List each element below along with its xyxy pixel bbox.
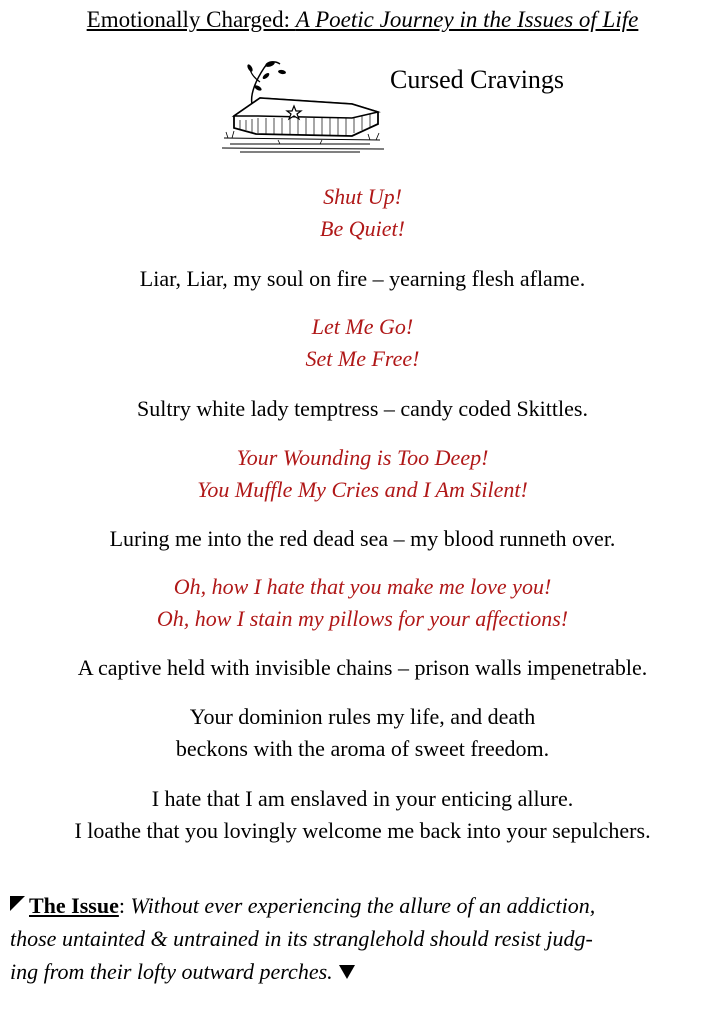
poem-line: Set Me Free!	[305, 346, 420, 371]
poem-line: Luring me into the red dead sea – my blood runneth over.	[109, 526, 616, 551]
coffin-illustration	[220, 58, 386, 154]
issue-line: those untainted & untrained in its stranglehold should resist judg-	[10, 926, 593, 951]
poem-line: Oh, how I stain my pillows for your affections!	[156, 606, 569, 631]
book-subtitle: A Poetic Journey in the Issues of Life	[295, 7, 639, 32]
poem-line: Your Wounding is Too Deep!	[236, 445, 489, 470]
poem-line: I loathe that you lovingly welcome me back into your sepulchers.	[74, 818, 651, 843]
issue-text: ing from their lofty outward perches.	[10, 959, 333, 984]
poem-line: Liar, Liar, my soul on fire – yearning flesh aflame.	[139, 266, 586, 291]
issue-text: Without ever experiencing the allure of an addiction,	[130, 893, 596, 918]
poem-line: Let Me Go!	[311, 314, 414, 339]
down-triangle-icon	[339, 965, 355, 979]
triangle-marker-icon	[10, 896, 25, 911]
poem-line: Oh, how I hate that you make me love you!	[173, 574, 552, 599]
poem-title: Cursed Cravings	[390, 65, 565, 94]
poem-line: Sultry white lady temptress – candy coded Skittles.	[137, 396, 588, 421]
issue-line: The Issue: Without ever experiencing the allure of an addiction,	[10, 889, 720, 922]
book-title: Emotionally Charged:	[86, 7, 290, 32]
issue-line	[10, 955, 720, 988]
poem-line: Be Quiet!	[320, 216, 405, 241]
poem-line: beckons with the aroma of sweet freedom.	[175, 736, 550, 761]
poem-line: Your dominion rules my life, and death	[189, 704, 536, 729]
poem-line: Shut Up!	[323, 184, 402, 209]
issue-note	[10, 889, 720, 988]
poem-line: I hate that I am enslaved in your enticing allure.	[151, 786, 574, 811]
poem-line: A captive held with invisible chains – prison walls impenetrable.	[77, 655, 648, 680]
issue-label: The Issue	[29, 893, 119, 918]
page-header	[0, 6, 725, 34]
poem-line: You Muffle My Cries and I Am Silent!	[197, 477, 528, 502]
